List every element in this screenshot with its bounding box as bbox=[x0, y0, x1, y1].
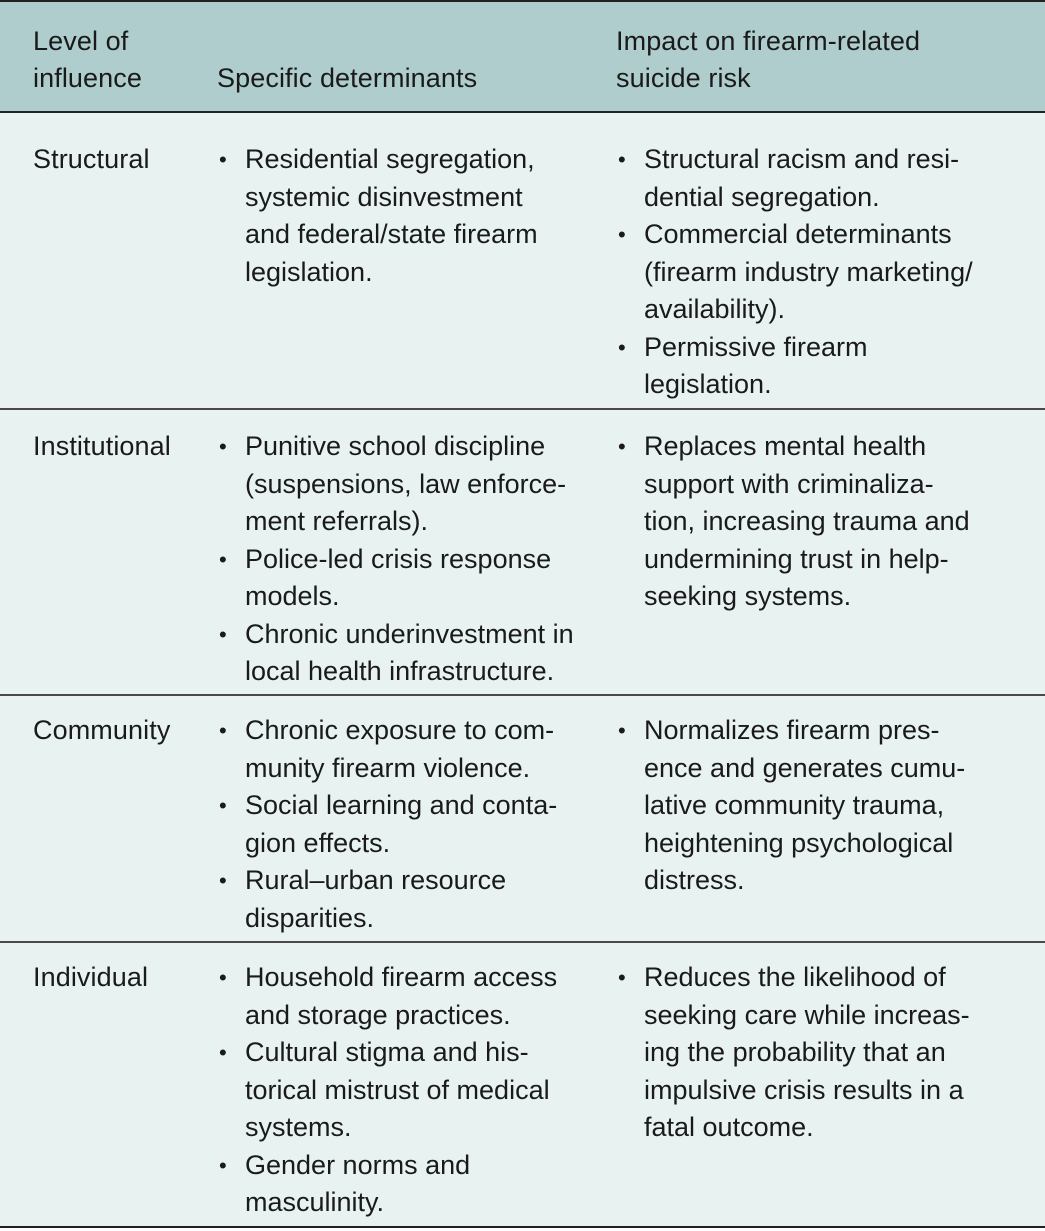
table-row bbox=[0, 694, 1045, 941]
list-item: • Punitive school discipline (suspensions, law enforce- ment referrals). bbox=[217, 428, 607, 541]
list-item: • Rural–urban resource disparities. bbox=[217, 862, 607, 937]
impact-list bbox=[616, 712, 1036, 900]
impact-list bbox=[616, 428, 1036, 616]
header-level-of-influence: Level of influence bbox=[33, 26, 142, 93]
list-item: • Normalizes firearm pres- ence and generates cumu- lative community trauma, heightening psychological distress. bbox=[616, 712, 1036, 900]
list-item: • Structural racism and resi- dential segregation. bbox=[616, 141, 1036, 216]
list-item: • Residential segregation, systemic disinvestment and federal/state firearm legislation. bbox=[217, 141, 607, 291]
table-row bbox=[0, 408, 1045, 694]
impact-list bbox=[616, 141, 1036, 404]
header-specific-determinants: Specific determinants bbox=[217, 63, 478, 93]
specific-determinants-list bbox=[217, 141, 607, 291]
list-item: • Chronic underinvestment in local health infrastructure. bbox=[217, 616, 607, 691]
specific-determinants-list bbox=[217, 712, 607, 937]
specific-determinants-list bbox=[217, 428, 607, 691]
list-item: • Permissive firearm legislation. bbox=[616, 329, 1036, 404]
list-item: • Police-led crisis response models. bbox=[217, 541, 607, 616]
list-item: • Gender norms and masculinity. bbox=[217, 1147, 607, 1222]
list-item: • Cultural stigma and his- torical mistrust of medical systems. bbox=[217, 1034, 607, 1147]
level-institutional: Institutional bbox=[33, 431, 171, 461]
table-header bbox=[0, 2, 1045, 113]
specific-determinants-list bbox=[217, 959, 607, 1222]
list-item: • Commercial determinants (firearm industry marketing/ availability). bbox=[616, 216, 1036, 329]
list-item: • Household firearm access and storage practices. bbox=[217, 959, 607, 1034]
list-item: • Chronic exposure to com- munity firearm violence. bbox=[217, 712, 607, 787]
level-individual: Individual bbox=[33, 962, 149, 992]
level-structural: Structural bbox=[33, 144, 150, 174]
level-community: Community bbox=[33, 715, 171, 745]
table-row bbox=[0, 941, 1045, 1228]
table-row bbox=[0, 113, 1045, 408]
header-impact: Impact on firearm-related suicide risk bbox=[616, 26, 921, 93]
list-item: • Social learning and conta- gion effects. bbox=[217, 787, 607, 862]
list-item: • Reduces the likelihood of seeking care while increas- ing the probability that an impulsive crisis results in a fatal outcome. bbox=[616, 959, 1036, 1147]
impact-list bbox=[616, 959, 1036, 1147]
list-item: • Replaces mental health support with criminaliza- tion, increasing trauma and undermining trust in help- seeking systems. bbox=[616, 428, 1036, 616]
